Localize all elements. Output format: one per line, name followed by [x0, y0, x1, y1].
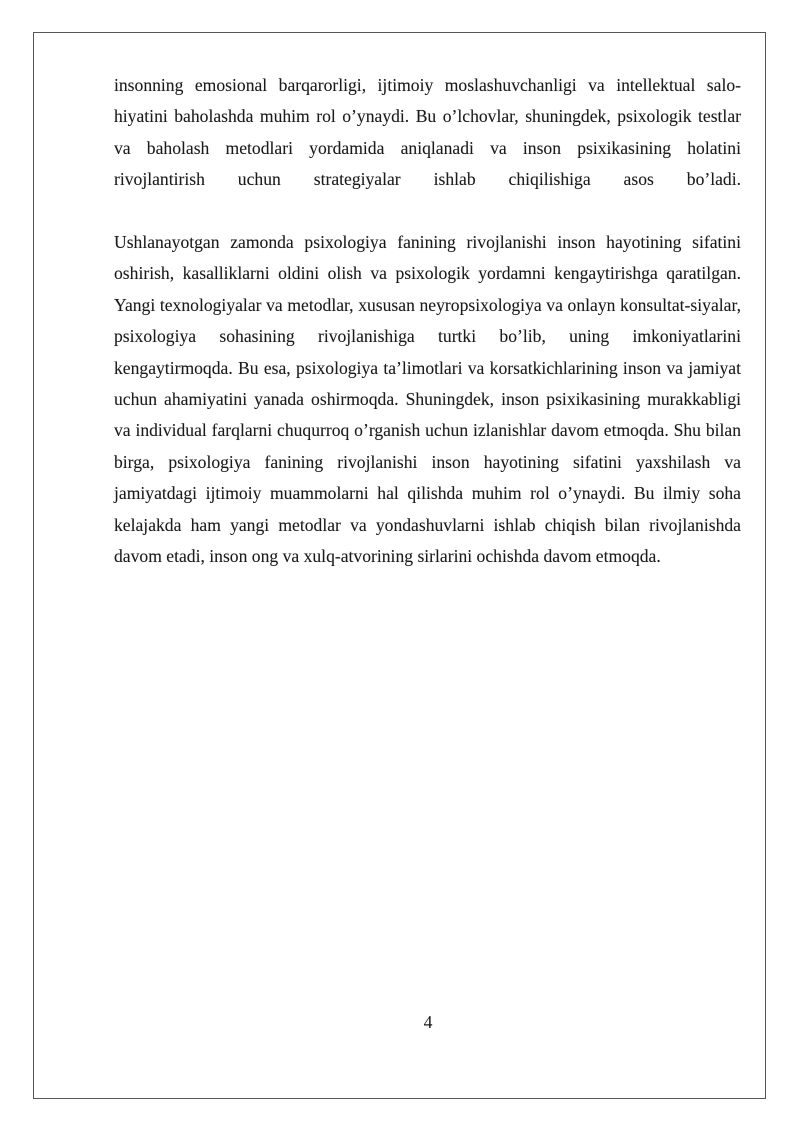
- paragraph: Ushlanayotgan zamonda psixologiya fanining rivojlanishi inson hayotining sifatini oshirish, kasalliklarni oldini olish va psixologik yordamni kengaytirishga qaratilgan. Yangi texnologiyalar va metodlar, xususan neyropsixologiya va onlayn konsultat-siyalar, psixologiya sohasining rivojlanishiga turtki bo’lib, uning imkoniyatlarini kengaytirmoqda. Bu esa, psixologiya ta’limotlari va korsatkichlarining inson va jamiyat uchun ahamiyatini yanada oshirmoqda. Shuningdek, inson psixikasining murakkabligi va individual farqlarni chuqurroq o’rganish uchun izlanishlar davom etmoqda. Shu bilan birga, psixologiya fanining rivojlanishi inson hayotining sifatini yaxshilash va jamiyatdagi ijtimoiy muammolarni hal qilishda muhim rol o’ynaydi. Bu ilmiy soha kelajakda ham yangi metodlar va yondashuvlarni ishlab chiqish bilan rivojlanishda davom etadi, inson ong va xulq-atvorining sirlarini ochishda davom etmoqda.: [114, 232, 741, 567]
- page-number: 4: [423, 1012, 433, 1032]
- body-text: [114, 70, 741, 572]
- paragraph: insonning emosional barqarorligi, ijtimoiy moslashuvchanligi va intellektual salo-hiyatini baholashda muhim rol o’ynaydi. Bu o’lchovlar, shuningdek, psixologik testlar va baholash metodlari yordamida aniqlanadi va inson psixikasining holatini rivojlantirish uchun strategiyalar ishlab chiqilishiga asos bo’ladi.: [114, 75, 741, 190]
